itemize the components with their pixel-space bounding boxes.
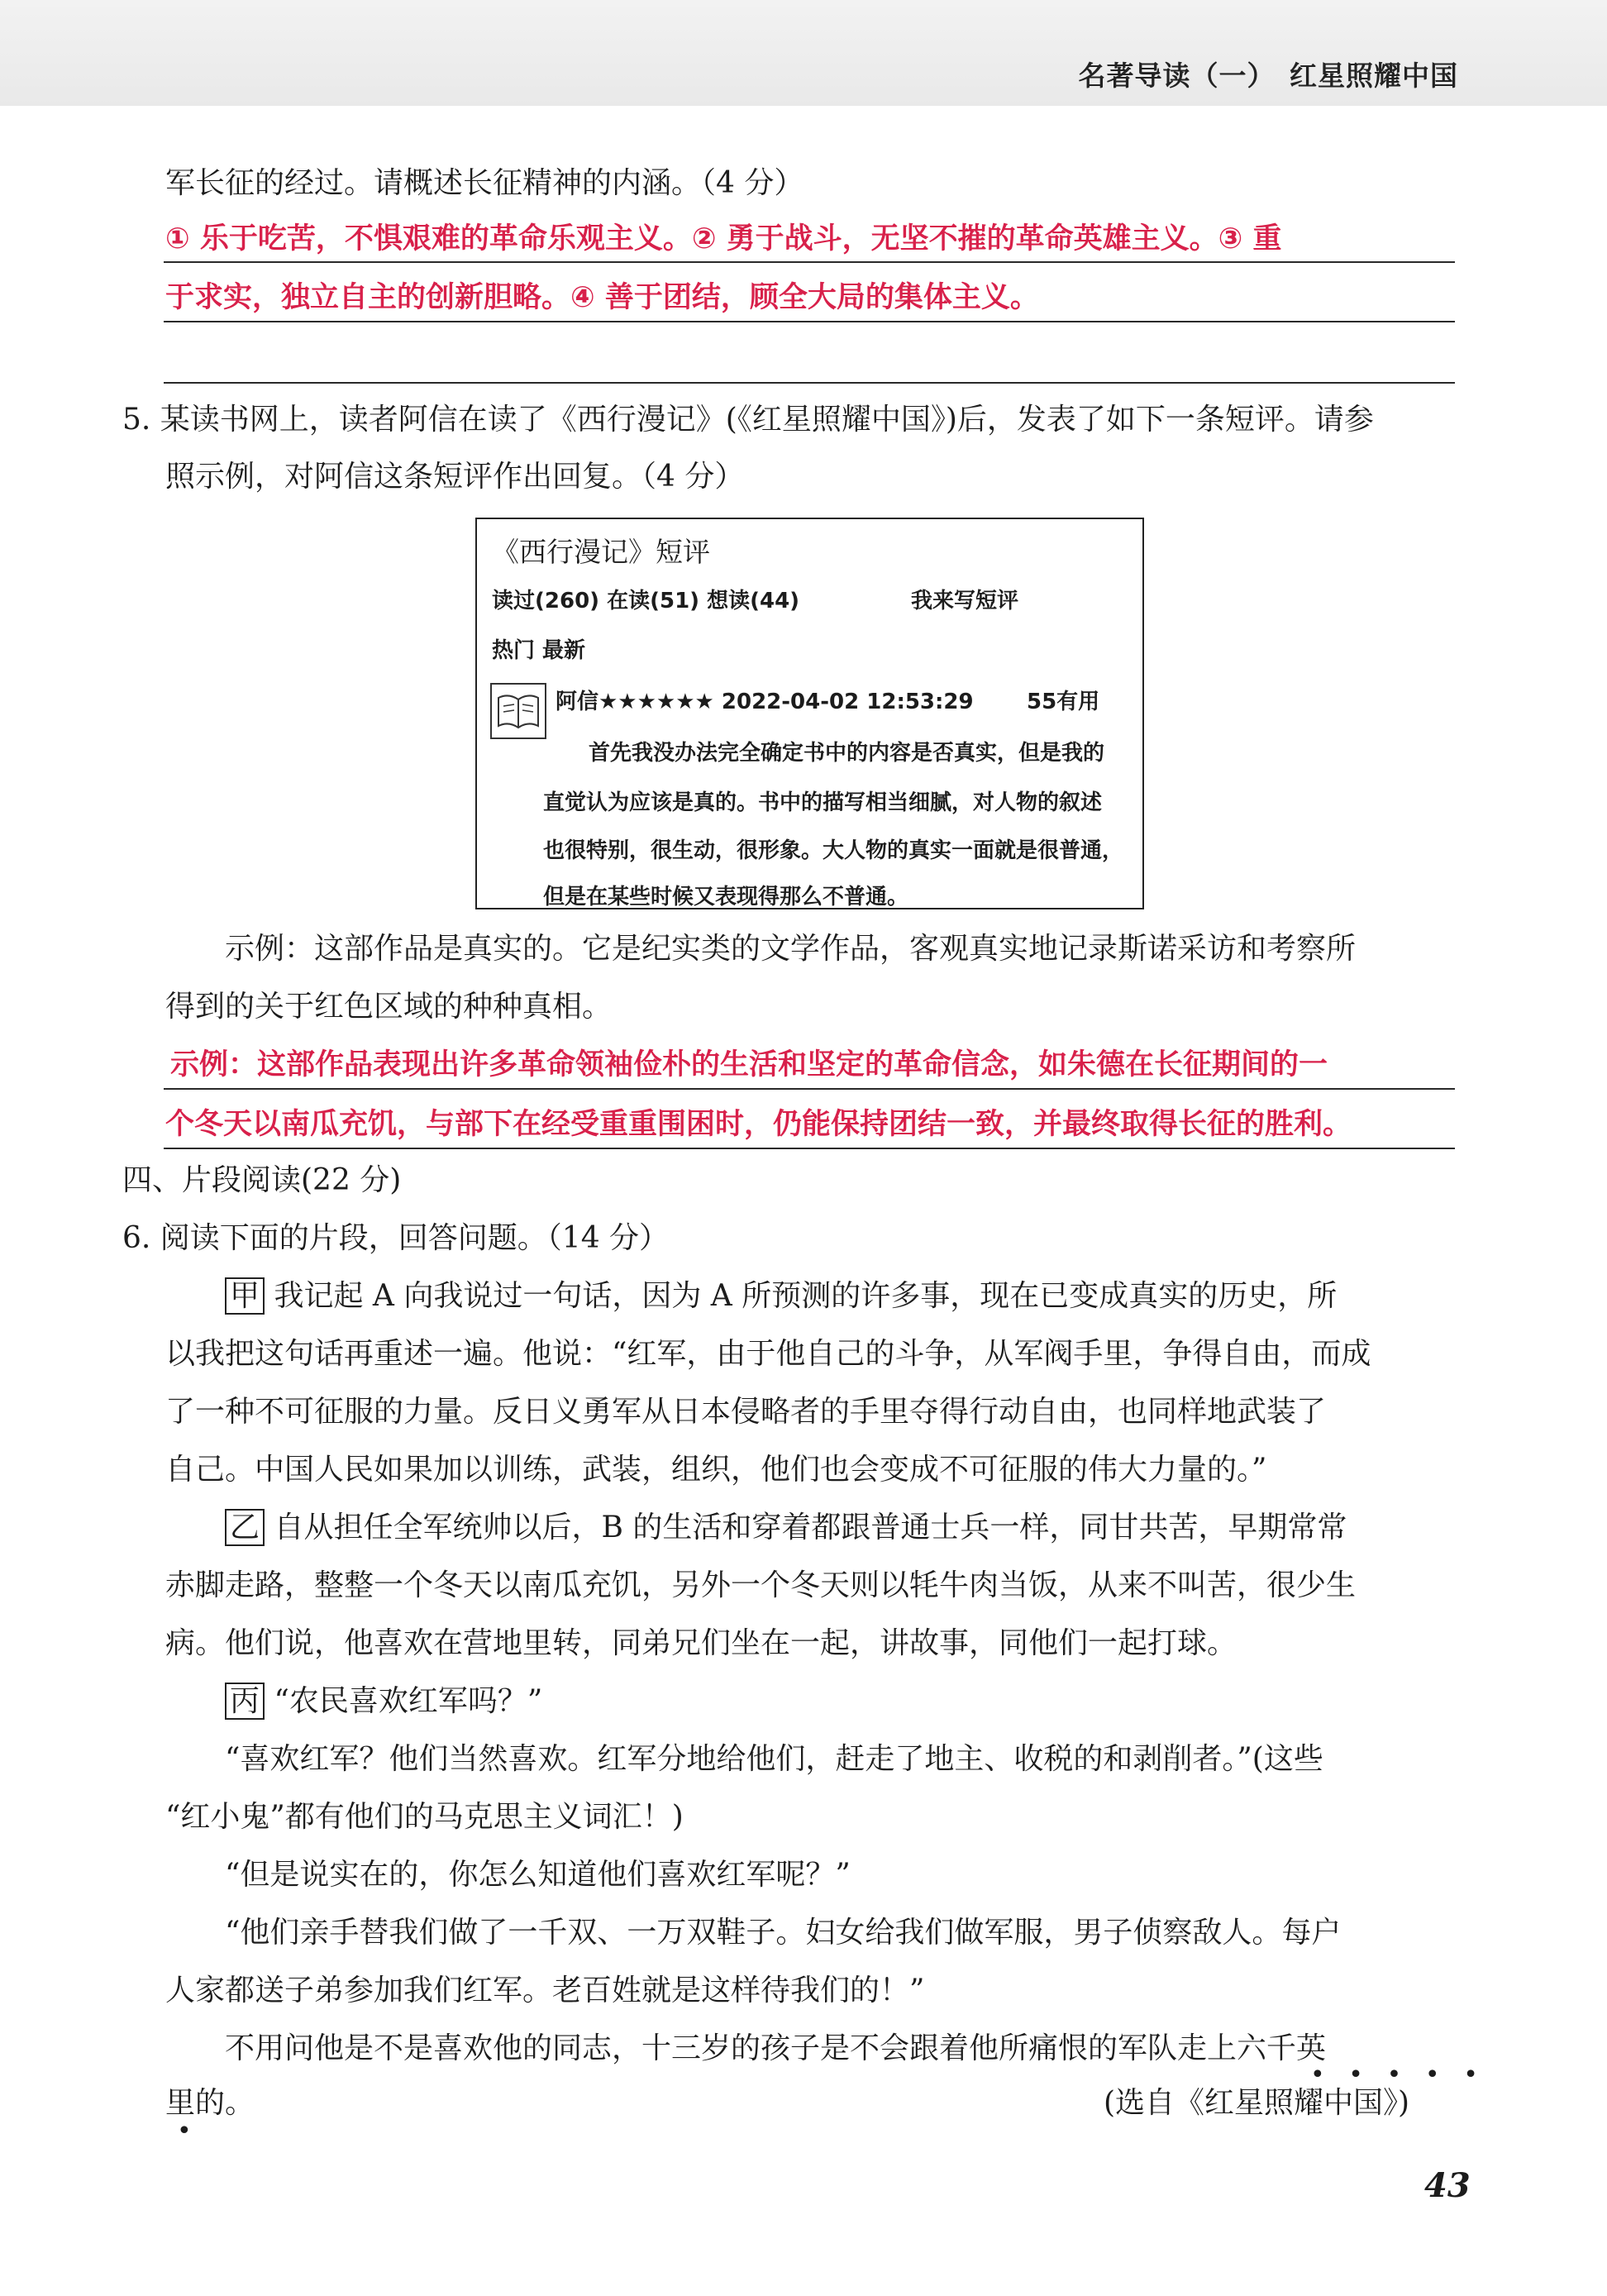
passage-yi-line3: 病。他们说，他喜欢在营地里转，同弟兄们坐在一起，讲故事，同他们一起打球。 xyxy=(165,1626,1237,1660)
review-stats: 读过(260) 在读(51) 想读(44) xyxy=(492,589,800,613)
section-title: 四、片段阅读(22 分) xyxy=(122,1163,402,1197)
header-title: 名著导读（一） 红星照耀中国 xyxy=(1078,60,1458,92)
q5-answer-line1: 示例：这部作品表现出许多革命领袖俭朴的生活和坚定的革命信念，如朱德在长征期间的一 xyxy=(170,1048,1328,1081)
q5-prompt-line1: 5. 某读书网上，读者阿信在读了《西行漫记》(《红星照耀中国》)后，发表了如下一条短评。请参 xyxy=(122,403,1374,437)
page-number: 43 xyxy=(1424,2166,1471,2205)
review-body-line3: 也很特别，很生动，很形象。大人物的真实一面就是很普通， xyxy=(543,838,1124,863)
write-review-link[interactable]: 我来写短评 xyxy=(911,589,1019,613)
review-useful-count[interactable]: 55有用 xyxy=(1027,690,1100,714)
review-card xyxy=(475,518,1144,909)
passage-bing-line5: “他们亲手替我们做了一千双、一万双鞋子。妇女给我们做军服，男子侦察敌人。每户 xyxy=(225,1916,1342,1950)
review-body-line1: 首先我没办法完全确定书中的内容是否真实，但是我的 xyxy=(589,741,1105,766)
q4-answer-line1: ① 乐于吃苦，不惧艰难的革命乐观主义。② 勇于战斗，无坚不摧的革命英雄主义。③ 重 xyxy=(165,222,1282,255)
emphasis-dots: • • • • • xyxy=(1310,2060,1478,2089)
passage-bing-line1 xyxy=(225,1682,542,1721)
q5-prompt-line2: 照示例，对阿信这条短评作出回复。（4 分） xyxy=(165,460,745,494)
avatar xyxy=(490,683,546,739)
review-title: 《西行漫记》短评 xyxy=(492,536,710,568)
passage-bing-line7: 不用问他是不是喜欢他的同志，十三岁的孩子是不会跟着他所痛恨的军队走上六千英 xyxy=(225,2031,1327,2065)
passage-jia-line2: 以我把这句话再重述一遍。他说：“红军，由于他自己的斗争，从军阀手里，争得自由，而成 xyxy=(165,1337,1371,1371)
passage-jia-line4: 自己。中国人民如果加以训练，武装，组织，他们也会变成不可征服的伟大力量的。” xyxy=(165,1453,1267,1487)
q6-prompt: 6. 阅读下面的片段，回答问题。（14 分） xyxy=(122,1221,670,1255)
q5-example-line2: 得到的关于红色区域的种种真相。 xyxy=(165,990,613,1024)
passage-bing-line4: “但是说实在的，你怎么知道他们喜欢红军呢？” xyxy=(225,1858,851,1892)
answer-rule xyxy=(164,1088,1455,1090)
review-tabs[interactable]: 热门 最新 xyxy=(492,638,586,663)
emphasis-dots: • xyxy=(177,2117,192,2146)
passage-yi-text: 自从担任全军统帅以后，B 的生活和穿着都跟普通士兵一样，同甘共苦，早期常常 xyxy=(274,1511,1347,1544)
q5-example-line1: 示例：这部作品是真实的。它是纪实类的文学作品，客观真实地记录斯诺采访和考察所 xyxy=(225,932,1357,966)
review-meta: 阿信★★★★★★ 2022-04-02 12:53:29 xyxy=(556,690,974,714)
passage-yi-line2: 赤脚走路，整整一个冬天以南瓜充饥，另外一个冬天则以牦牛肉当饭，从来不叫苦，很少生 xyxy=(165,1568,1357,1602)
passage-jia-text: 我记起 A 向我说过一句话，因为 A 所预测的许多事，现在已变成真实的历史，所 xyxy=(274,1279,1338,1313)
book-avatar-icon xyxy=(492,685,545,737)
q4-continuation: 军长征的经过。请概述长征精神的内涵。（4 分） xyxy=(165,166,804,200)
passage-bing-text: “农民喜欢红军吗？” xyxy=(274,1684,543,1718)
q4-answer-line2: 于求实，独立自主的创新胆略。④ 善于团结，顾全大局的集体主义。 xyxy=(165,281,1039,314)
answer-rule xyxy=(164,1148,1455,1149)
passage-bing-line6: 人家都送子弟参加我们红军。老百姓就是这样待我们的！” xyxy=(165,1974,925,2007)
answer-rule xyxy=(164,261,1455,263)
q5-answer-line2: 个冬天以南瓜充饥，与部下在经受重重围困时，仍能保持团结一致，并最终取得长征的胜利。 xyxy=(165,1108,1352,1141)
passage-jia-line1 xyxy=(225,1277,1337,1316)
answer-rule xyxy=(164,321,1455,322)
passage-bing-line2: “喜欢红军？他们当然喜欢。红军分地给他们，赶走了地主、收税的和剥削者。”(这些 xyxy=(225,1742,1323,1776)
passage-source: (选自《红星照耀中国》) xyxy=(1104,2086,1410,2120)
passage-jia-line3: 了一种不可征服的力量。反日义勇军从日本侵略者的手里夺得行动自由，也同样地武装了 xyxy=(165,1395,1327,1429)
passage-bing-line3: “红小鬼”都有他们的马克思主义词汇！) xyxy=(165,1800,684,1834)
review-body-line2: 直觉认为应该是真的。书中的描写相当细腻，对人物的叙述 xyxy=(543,790,1103,815)
passage-yi-line1 xyxy=(225,1508,1347,1548)
passage-label-bing: 丙 xyxy=(225,1683,265,1720)
review-body-line4: 但是在某些时候又表现得那么不普通。 xyxy=(543,885,909,909)
passage-label-yi: 乙 xyxy=(225,1509,265,1546)
answer-rule xyxy=(164,382,1455,384)
passage-bing-line8: 里的。 xyxy=(165,2086,255,2120)
passage-label-jia: 甲 xyxy=(225,1277,265,1315)
